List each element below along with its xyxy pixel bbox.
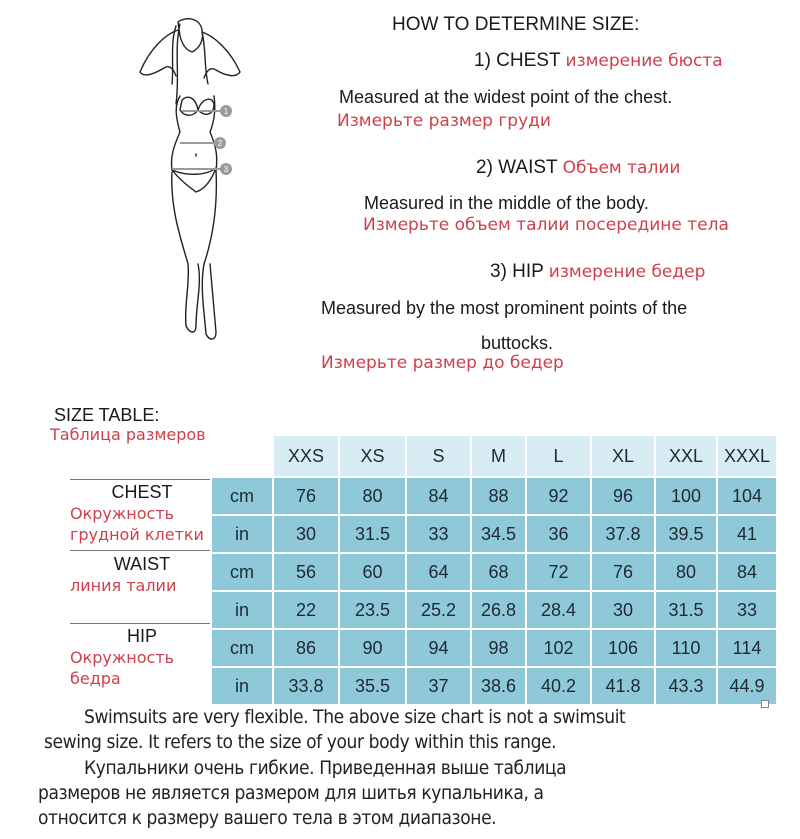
value-cell: 60	[340, 554, 405, 590]
divider-waist-top	[70, 550, 210, 551]
metric-hip-name-ru-2: бедра	[70, 669, 121, 688]
value-cell: 40.2	[527, 668, 590, 704]
divider-chest-top	[70, 479, 210, 480]
step-waist-desc-ru: Измерьте объем талии посередине тела	[363, 215, 729, 235]
step-waist-label-ru: Объем талии	[562, 158, 681, 178]
unit-cell: cm	[212, 554, 272, 590]
unit-cell: in	[212, 668, 272, 704]
step-chest-desc-ru: Измерьте размер груди	[337, 111, 551, 131]
value-cell: 33	[407, 516, 470, 552]
step-chest-label: 1) CHEST	[474, 50, 561, 71]
size-header: XS	[340, 436, 405, 476]
value-cell: 102	[527, 630, 590, 666]
unit-cell: cm	[212, 630, 272, 666]
step-chest-desc: Measured at the widest point of the chest.	[339, 87, 673, 107]
step-hip-label: 3) HIP	[490, 261, 544, 282]
value-cell: 100	[656, 478, 716, 514]
note-en-line2: sewing size. It refers to the size of your body within this range.	[44, 731, 557, 753]
step-hip-desc-2: buttocks.	[481, 333, 554, 353]
value-cell: 96	[592, 478, 654, 514]
value-cell: 33	[718, 592, 776, 628]
value-cell: 31.5	[340, 516, 405, 552]
size-table-body	[212, 478, 776, 704]
value-cell: 114	[718, 630, 776, 666]
value-cell: 28.4	[527, 592, 590, 628]
step-chest	[474, 50, 723, 72]
value-cell: 98	[472, 630, 525, 666]
header-blank	[212, 436, 272, 476]
unit-cell: cm	[212, 478, 272, 514]
marker-2-label: 2	[217, 139, 223, 148]
step-hip-desc-ru: Измерьте размер до бедер	[321, 353, 564, 373]
divider-hip-top	[70, 623, 210, 624]
value-cell: 80	[340, 478, 405, 514]
value-cell: 39.5	[656, 516, 716, 552]
value-cell: 34.5	[472, 516, 525, 552]
marker-3-label: 3	[223, 165, 229, 174]
metric-hip	[70, 626, 210, 689]
marker-1-label: 1	[223, 107, 229, 116]
size-header: S	[407, 436, 470, 476]
value-cell: 41	[718, 516, 776, 552]
size-header: L	[527, 436, 590, 476]
value-cell: 26.8	[472, 592, 525, 628]
size-header: XXXL	[718, 436, 776, 476]
value-cell: 31.5	[656, 592, 716, 628]
size-header: XXS	[274, 436, 338, 476]
step-hip	[490, 261, 705, 283]
guide-title: HOW TO DETERMINE SIZE:	[392, 14, 640, 35]
value-cell: 41.8	[592, 668, 654, 704]
step-waist	[476, 157, 680, 179]
step-hip-desc: Measured by the most prominent points of the	[321, 298, 688, 318]
value-cell: 30	[274, 516, 338, 552]
value-cell: 76	[274, 478, 338, 514]
metric-waist-name: WAIST	[113, 554, 171, 574]
metric-hip-name-ru-1: Окружность	[70, 648, 175, 667]
value-cell: 43.3	[656, 668, 716, 704]
value-cell: 72	[527, 554, 590, 590]
step-chest-label-ru: измерение бюста	[565, 51, 723, 71]
value-cell: 76	[592, 554, 654, 590]
step-waist-label: 2) WAIST	[476, 157, 558, 178]
value-cell: 86	[274, 630, 338, 666]
value-cell: 94	[407, 630, 470, 666]
metric-chest-name: CHEST	[111, 482, 173, 502]
value-cell: 110	[656, 630, 716, 666]
value-cell: 44.9	[718, 668, 776, 704]
size-table-title: SIZE TABLE:	[54, 405, 160, 425]
value-cell: 92	[527, 478, 590, 514]
metric-hip-name: HIP	[126, 626, 157, 646]
size-header: XL	[592, 436, 654, 476]
value-cell: 22	[274, 592, 338, 628]
note-ru-line3: относится к размеру вашего тела в этом диапазоне.	[38, 807, 497, 829]
size-table	[212, 436, 776, 704]
value-cell: 36	[527, 516, 590, 552]
size-header: XXL	[656, 436, 716, 476]
unit-cell: in	[212, 516, 272, 552]
body-measurement-figure	[130, 14, 250, 344]
corner-marker	[761, 700, 769, 708]
value-cell: 88	[472, 478, 525, 514]
value-cell: 30	[592, 592, 654, 628]
value-cell: 38.6	[472, 668, 525, 704]
value-cell: 64	[407, 554, 470, 590]
value-cell: 104	[718, 478, 776, 514]
value-cell: 33.8	[274, 668, 338, 704]
value-cell: 68	[472, 554, 525, 590]
value-cell: 25.2	[407, 592, 470, 628]
value-cell: 80	[656, 554, 716, 590]
metric-chest	[70, 482, 210, 545]
figure-head	[178, 19, 203, 52]
unit-cell: in	[212, 592, 272, 628]
value-cell: 106	[592, 630, 654, 666]
step-waist-desc: Measured in the middle of the body.	[364, 193, 649, 213]
size-table-title-ru: Таблица размеров	[50, 425, 206, 444]
metric-waist	[70, 554, 210, 596]
metric-waist-name-ru: линия талии	[70, 576, 177, 595]
metric-chest-name-ru-2: грудной клетки	[70, 525, 204, 544]
value-cell: 84	[718, 554, 776, 590]
value-cell: 23.5	[340, 592, 405, 628]
size-header-row	[212, 436, 776, 476]
size-header: M	[472, 436, 525, 476]
value-cell: 84	[407, 478, 470, 514]
value-cell: 37.8	[592, 516, 654, 552]
metric-chest-name-ru-1: Окружность	[70, 504, 175, 523]
value-cell: 35.5	[340, 668, 405, 704]
note-ru-line2: размеров не является размером для шитья купальника, а	[38, 782, 544, 804]
value-cell: 56	[274, 554, 338, 590]
step-hip-label-ru: измерение бедер	[548, 262, 706, 282]
value-cell: 90	[340, 630, 405, 666]
note-en-line1: Swimsuits are very flexible. The above size chart is not a swimsuit	[84, 706, 626, 728]
value-cell: 37	[407, 668, 470, 704]
note-ru-line1: Купальники очень гибкие. Приведенная выше таблица	[84, 757, 567, 779]
